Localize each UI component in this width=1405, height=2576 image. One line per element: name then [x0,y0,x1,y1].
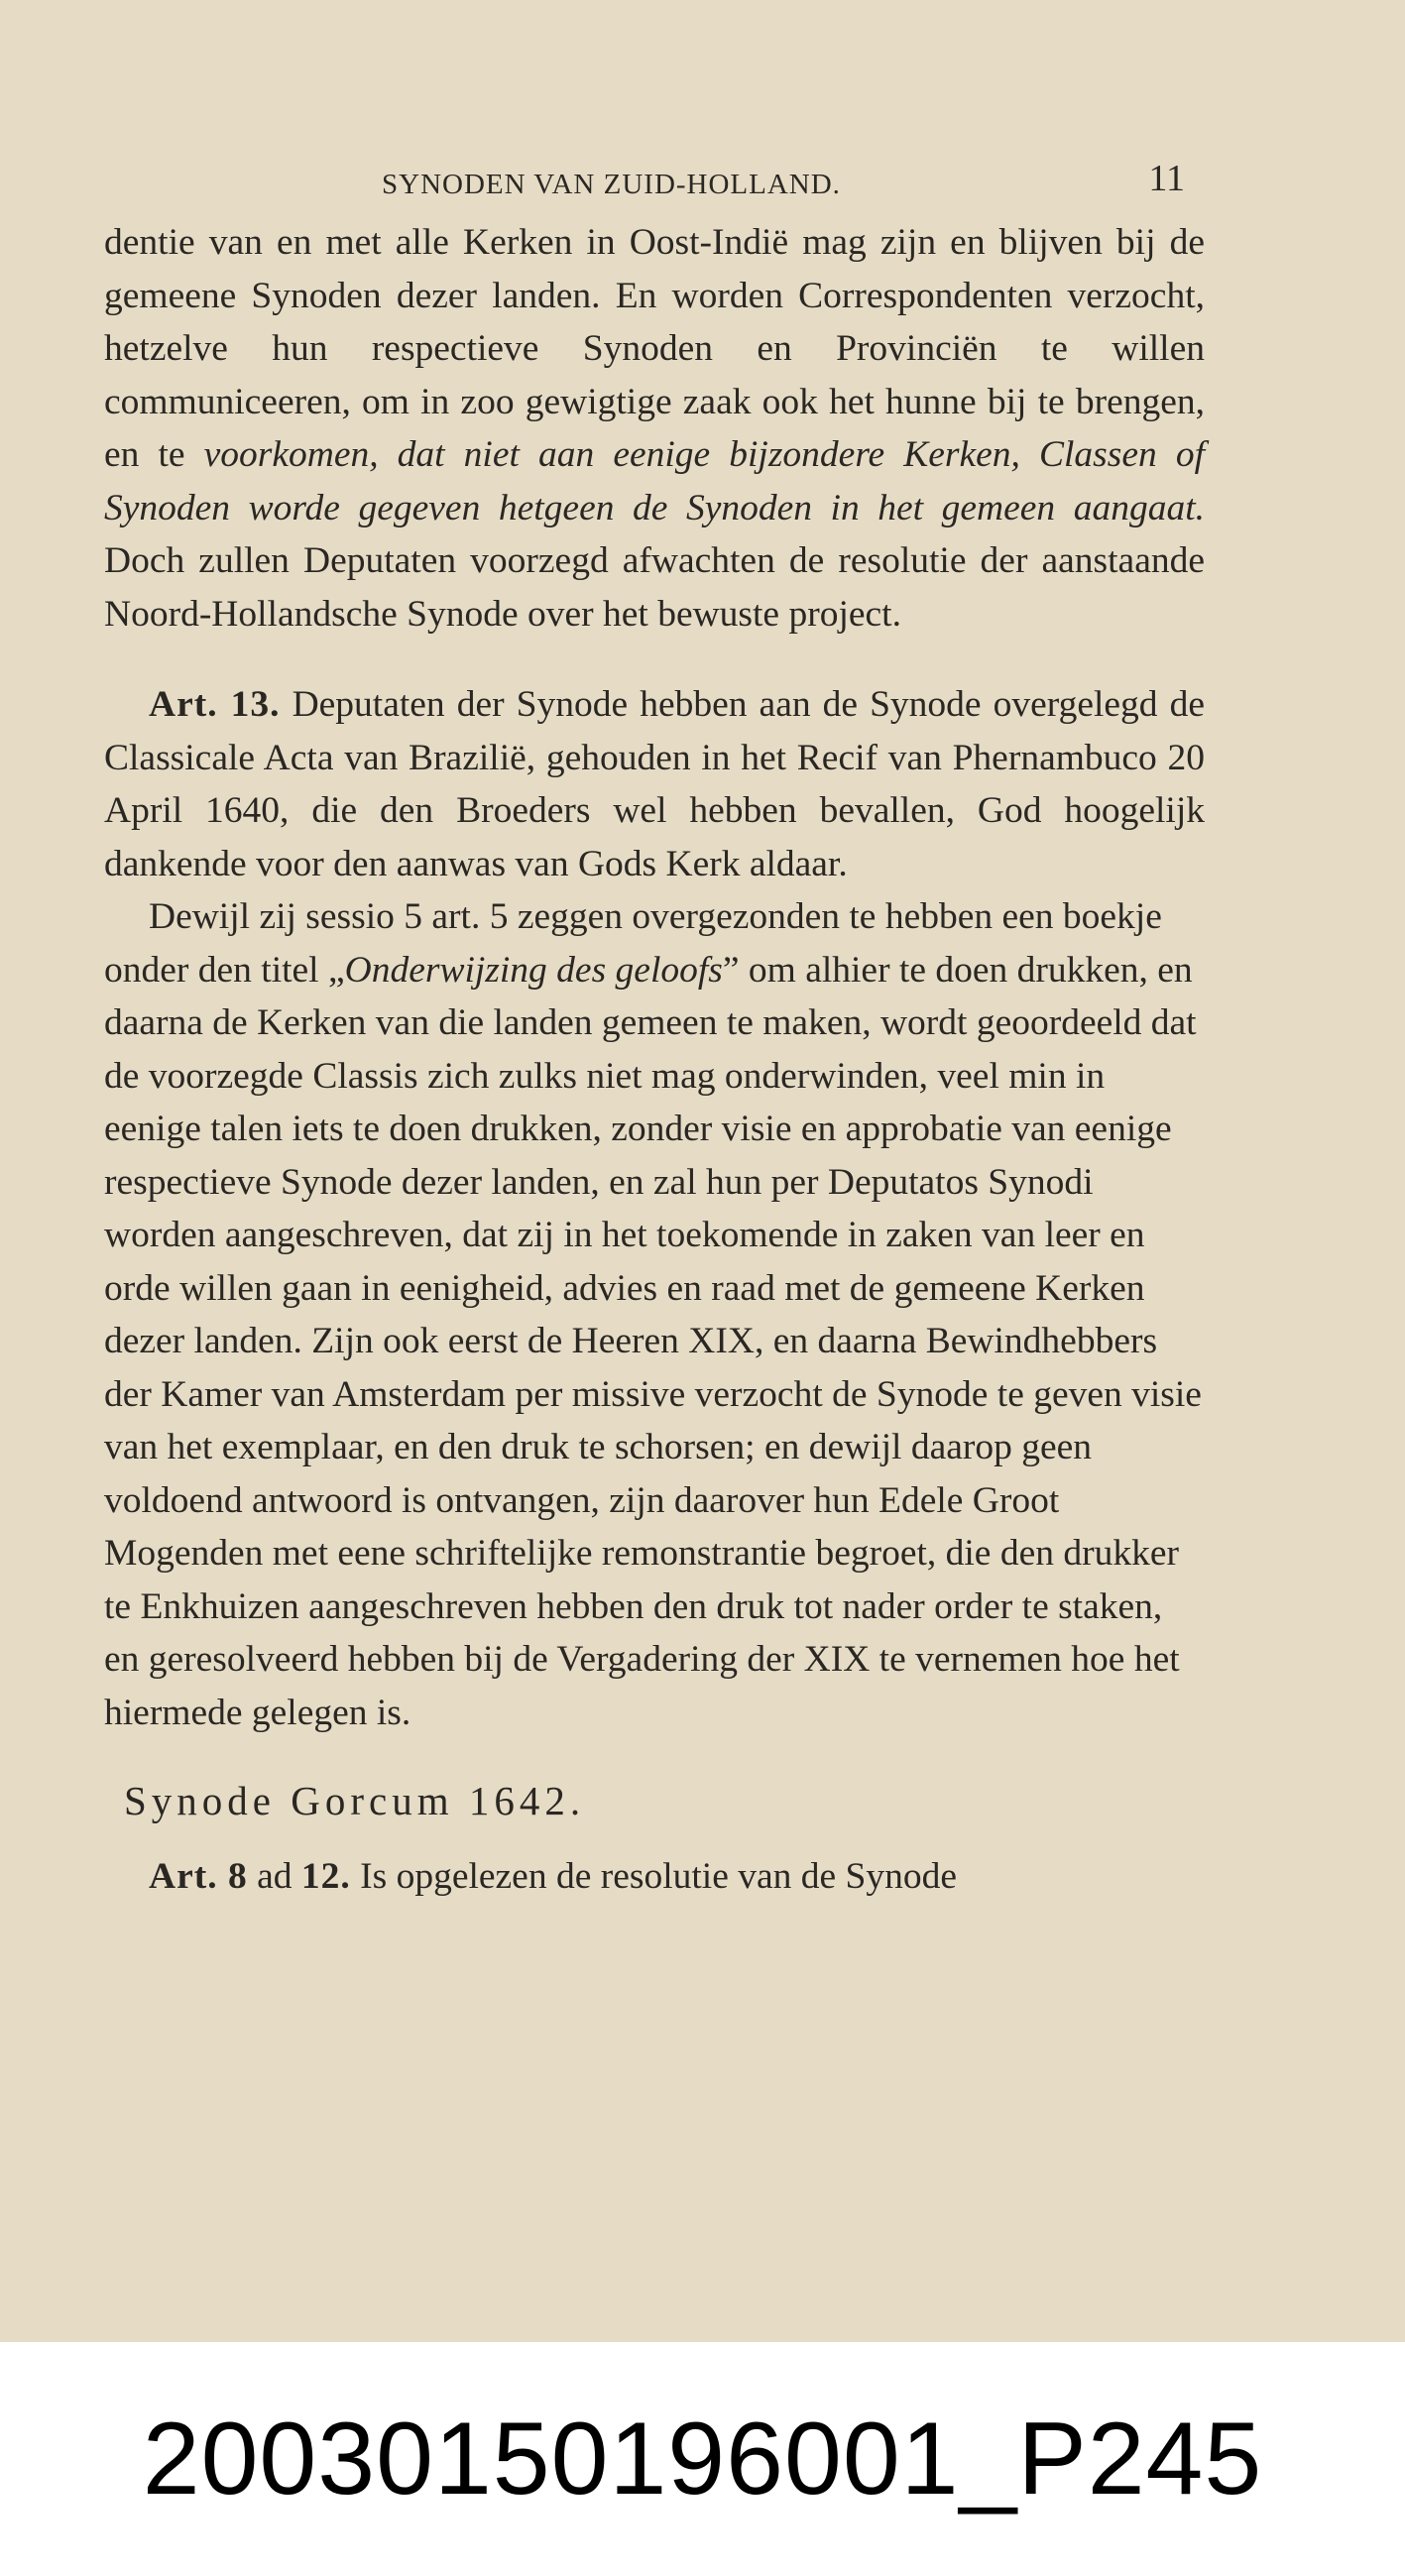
paragraph-text: dentie van en met alle Kerken in Oost-Indië mag zijn en blijven bij de gemeene Synoden dezer landen. En worden Correspondenten verzocht, hetzelve hun respectieve Synoden en Provinciën te willen communiceeren, om in zoo gewigtige zaak ook het hunne bij te brengen, en te [104,222,1205,475]
paragraph-text: ” om alhier te doen drukken, en daarna de Kerken van die landen gemeen te maken, wordt geoordeeld dat de voorzegde Classis zich zulks niet mag onderwinden, veel min in eenige talen iets te doen drukken, zonder visie en approbatie van eenige respectieve Synode dezer landen, en zal hun per Deputatos Synodi worden aangeschreven, dat zij in het toekomende in zaken van leer en orde willen gaan in eenigheid, advies en raad met de gemeene Kerken dezer landen. Zijn ook eerst de Heeren XIX, en daarna Bewindhebbers der Kamer van Amsterdam per missive verzocht de Synode te geven visie van het exemplaar, en den druk te schorsen; en dewijl daarop geen voldoend antwoord is ontvangen, zijn daarover hun Edele Groot Mogenden met eene schriftelijke remonstrantie begroet, die den drukker te Enkhuizen aangeschreven hebben den druk tot nader order te staken, en geresolveerd hebben bij de Vergadering der XIX te vernemen hoe het hiermede gelegen is. [104,949,1202,1733]
paragraph-text: Doch zullen Deputaten voorzegd afwachten de resolutie der aanstaande Noord-Hollandsche Synode over het bewuste project. [104,540,1205,635]
article-connector: ad [247,1856,301,1897]
article-text: Deputaten der Synode hebben aan de Synode overgelegd de Classicale Acta van Brazilië, gehouden in het Recif van Phernambuco 20 April 1640, die den Broeders wel hebben bevallen, God hoogelijk dankende voor den aanwas van Gods Kerk aldaar. [104,684,1205,884]
article-label-secondary: 12. [300,1856,351,1897]
running-title: SYNODEN VAN ZUID-HOLLAND. [382,169,841,200]
page-header [104,149,1205,208]
paragraph-gap [104,641,1205,678]
page-number: 11 [1148,158,1185,199]
book-title: Onderwijzing des geloofs [344,949,723,991]
article-label: Art. 13. [149,684,281,725]
article-13 [104,678,1205,890]
article-text: Is opgelezen de resolutie van de Synode [350,1856,958,1897]
section-heading: Synode Gorcum 1642. [124,1778,586,1823]
paragraph-continued [104,216,1205,641]
paragraph-text: Dewijl zij sessio 5 art. 5 zeggen overgezonden te hebben een boekje onder den titel „ [104,896,1162,991]
scan-identifier: 20030150196001_P245 [142,2400,1263,2517]
article-8 [104,1850,1205,1904]
paragraph-dewijl [104,890,1205,1739]
paragraph-italic-text: voorkomen, dat niet aan eenige bijzondere Kerken, Classen of Synoden worde gegeven hetgeen de Synoden in het gemeen aangaat. [104,434,1205,528]
page-content [104,149,1205,1904]
article-label: Art. 8 [149,1856,248,1897]
